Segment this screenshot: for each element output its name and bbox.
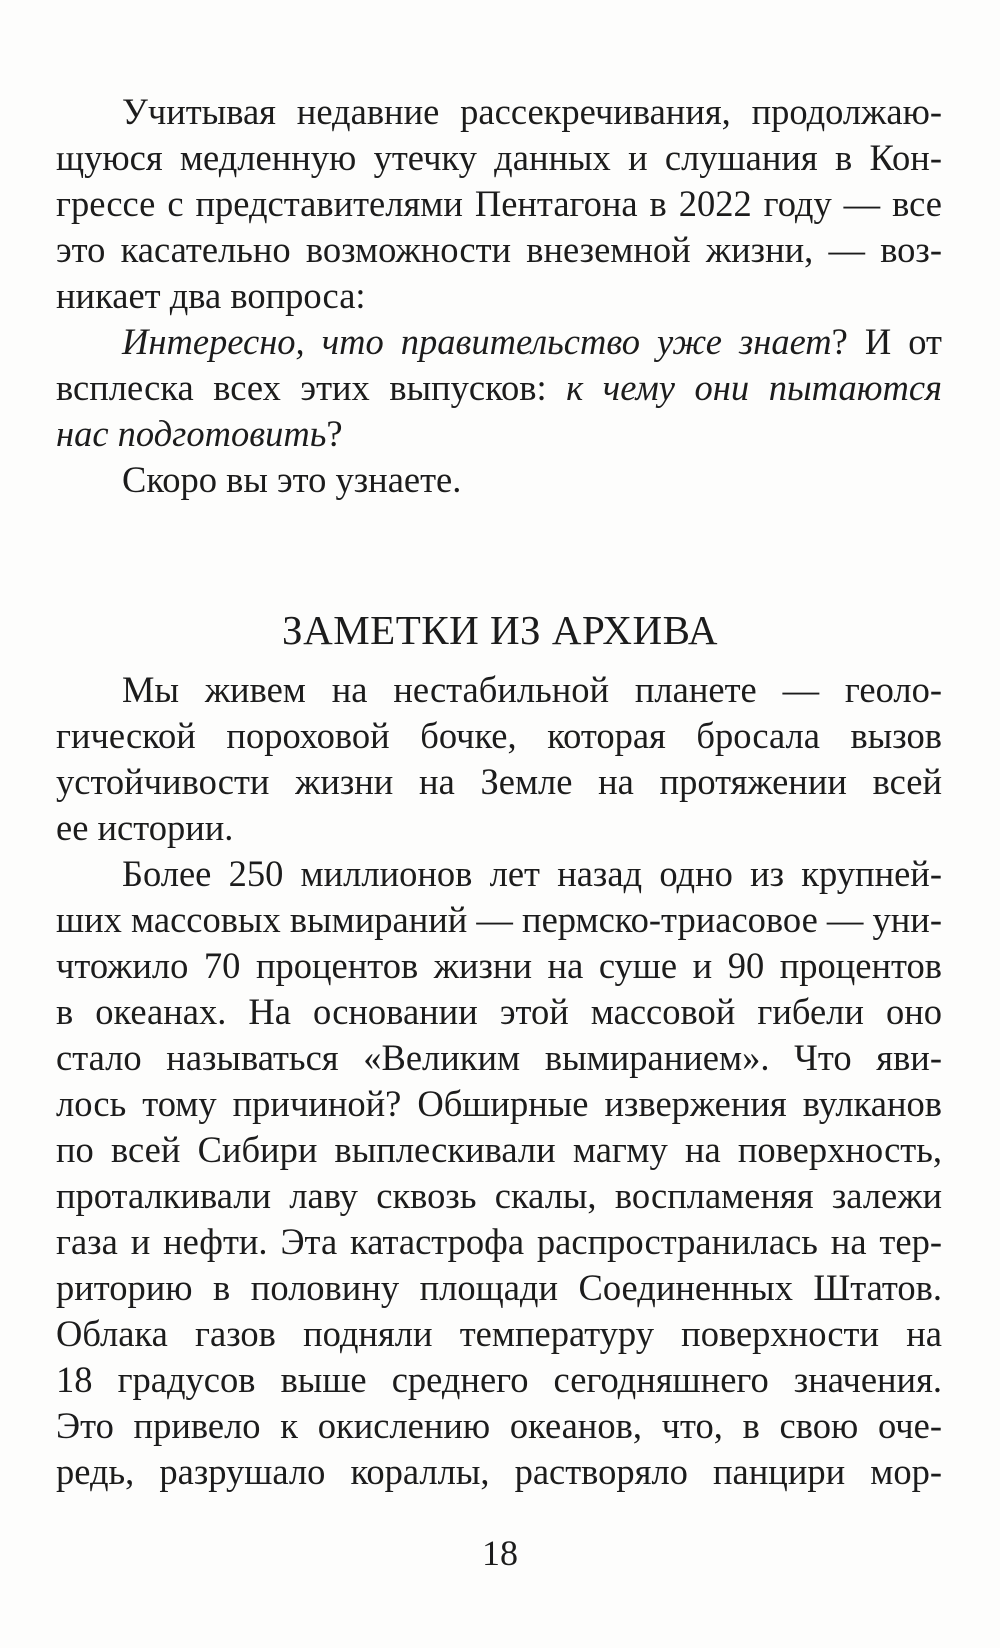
text-line: Это привело к окислению океанов, что, в свою оче-	[56, 1405, 942, 1446]
text-line: щуюся медленную утечку данных и слушания в Кон-	[56, 137, 942, 178]
text-line: Скоро вы это узнаете.	[122, 459, 462, 500]
text-line: лось тому причиной? Обширные извержения вулканов	[56, 1083, 942, 1124]
text-line	[122, 318, 942, 366]
text-line: газа и нефти. Эта катастрофа распространилась на тер-	[56, 1221, 942, 1262]
text-line	[56, 364, 942, 412]
text-line: Более 250 миллионов лет назад одно из крупней-	[122, 853, 942, 894]
text-line: чтожило 70 процентов жизни на суше и 90 процентов	[56, 945, 942, 986]
italic-phrase: к чему они пытаются	[566, 367, 942, 408]
text-line: Облака газов подняли температуру поверхности на	[56, 1313, 942, 1354]
text-line	[56, 410, 942, 458]
text-line: редь, разрушало кораллы, растворяло панцири мор-	[56, 1451, 942, 1492]
page-number: 18	[482, 1533, 518, 1573]
italic-phrase: Интересно, что правительство уже знает	[122, 321, 832, 362]
section-heading: ЗАМЕТКИ ИЗ АРХИВА	[282, 607, 718, 653]
text-line: ее истории.	[56, 807, 234, 848]
text-line: в океанах. На основании этой массовой гибели оно	[56, 991, 942, 1032]
text-line: грессе с представителями Пентагона в 2022 году — все	[56, 183, 942, 224]
text-fragment: всплеска всех этих выпусков:	[56, 367, 567, 408]
text-line: ших массовых вымираний — пермско-триасовое — уни-	[56, 899, 942, 940]
text-fragment: ?	[326, 413, 343, 454]
text-line: 18 градусов выше среднего сегодняшнего значения.	[56, 1359, 942, 1400]
text-line: стало называться «Великим вымиранием». Что яви-	[56, 1037, 942, 1078]
text-fragment: ? И от	[831, 321, 942, 362]
text-line: Мы живем на нестабильной планете — геоло-	[122, 669, 942, 710]
text-line: это касательно возможности внеземной жизни, — воз-	[56, 229, 942, 270]
italic-phrase: нас подготовить	[56, 413, 327, 454]
text-line: никает два вопроса:	[56, 275, 366, 316]
text-line: гической пороховой бочке, которая бросала вызов	[56, 715, 942, 756]
text-line: проталкивали лаву сквозь скалы, воспламеняя залежи	[56, 1175, 942, 1216]
text-line: по всей Сибири выплескивали магму на поверхность,	[56, 1129, 942, 1170]
text-line: риторию в половину площади Соединенных Штатов.	[56, 1267, 942, 1308]
text-line: Учитывая недавние рассекречивания, продолжаю-	[122, 91, 942, 132]
text-line: устойчивости жизни на Земле на протяжении всей	[56, 761, 942, 802]
